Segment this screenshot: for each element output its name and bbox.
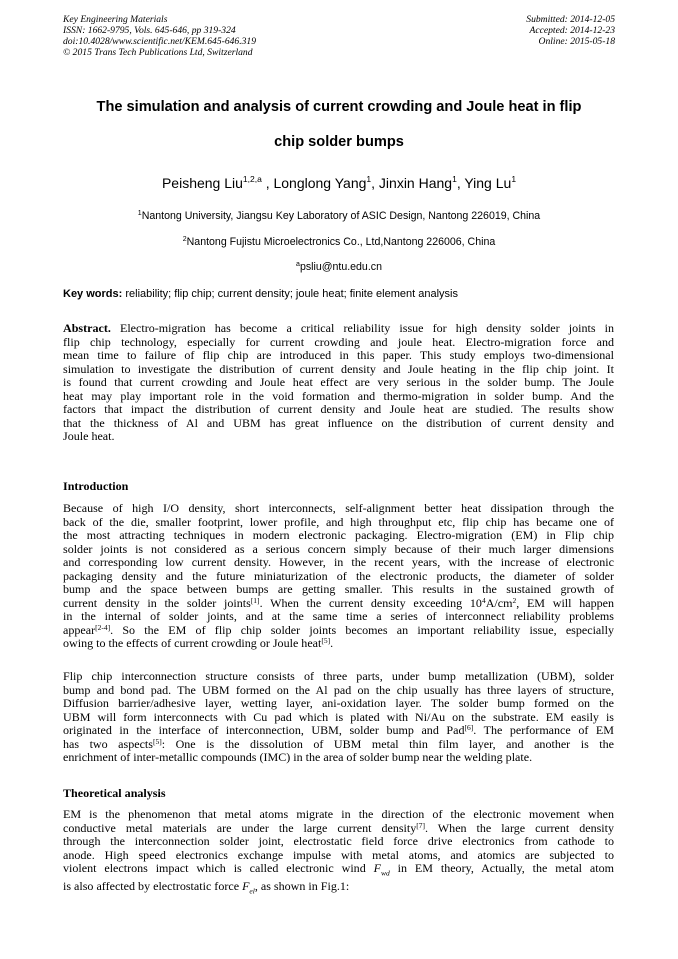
paragraph-line: back of the die, smaller footprint, lower profile, and high throughput etc, flip chip has became one of	[63, 514, 614, 529]
paragraph-line: and corresponding low current density. However, in the recent years, with the increase of electronic	[63, 555, 614, 570]
date-accepted: Accepted: 2014-12-23	[529, 25, 615, 36]
author-affiliation-mark: 1	[511, 174, 517, 184]
journal-info	[63, 14, 256, 58]
keywords-label: Key words:	[63, 288, 123, 300]
abstract-line: that the thickness of Al and UBM has great influence on the distribution of current density and	[63, 415, 614, 430]
journal-doi: doi:10.4028/www.scientific.net/KEM.645-646.319	[63, 36, 257, 47]
paragraph-line	[63, 862, 614, 880]
paragraph-line	[63, 597, 614, 611]
text-run: . The performance of EM	[473, 723, 614, 738]
introduction-heading: Introduction	[63, 479, 129, 493]
author-list: Peisheng Liu$^{1,2,a}$ , Longlong Yang$^1$, Jinxin Hang$^1$, Ying Lu$^1$	[161, 174, 517, 191]
text-run: conductive metal materials are under the large current density	[63, 820, 417, 835]
paragraph-line: solder joints is not considered as a serious concern simply because of their much larger dimensions	[63, 541, 614, 556]
abstract	[63, 322, 614, 444]
journal-copyright: © 2015 Trans Tech Publications Ltd, Switzerland	[63, 47, 253, 58]
paragraph-line	[63, 624, 614, 638]
author-affiliation-mark: 1	[366, 174, 372, 184]
author-affiliation-mark: 1	[452, 174, 457, 184]
journal-name: Key Engineering Materials	[63, 14, 168, 25]
paragraph-line	[63, 738, 614, 752]
citation: [5]	[152, 736, 162, 746]
affiliation-mark: 2	[182, 236, 187, 243]
abstract-line: flip chip technology, especially for current crowding and joule heat. Electro-migration force and	[63, 334, 614, 349]
text-run: , as shown in Fig.1:	[254, 879, 350, 894]
paragraph-line	[63, 880, 614, 898]
abstract-line: simulation to investigate the distribution of current density and Joule heating in the flip chip joint. It	[63, 361, 614, 376]
email-mark: a	[296, 261, 300, 268]
affiliation-text: Nantong University, Jiangsu Key Laboratory of ASIC Design, Nantong 226019, China	[141, 210, 541, 222]
exponent: 4	[481, 595, 486, 605]
author-name: Jinxin Hang	[378, 175, 453, 191]
paragraph-line: in the internal of solder joints, and at the same time a series of interconnect reliability problems	[63, 609, 614, 624]
paragraph-line: UBM will form interconnects with Cu pad which is plated with Ni/Au on the substrate. EM easily is	[63, 709, 614, 724]
paragraph-line	[63, 637, 614, 651]
publication-dates	[526, 14, 615, 47]
symbol-electron-wind-force: F	[373, 861, 381, 876]
abstract-line: factors that impact the distribution of current density and Joule heat are studied. The results show	[63, 402, 614, 417]
paragraph-line	[63, 822, 614, 836]
keywords-text: reliability; flip chip; current density; joule heat; finite element analysis	[125, 288, 458, 300]
citation: [1]	[250, 595, 260, 605]
paragraph-line: bump and the space between bumps are getting smaller. This results in the sustained growth of	[63, 582, 614, 597]
citation: [5]	[321, 636, 331, 646]
text-run: , EM will happen	[516, 595, 614, 610]
paragraph-line: bump and bond pad. The UBM formed on the Al pad on the chip usually has three layers of structure,	[63, 682, 614, 697]
citation: [6]	[464, 723, 474, 733]
introduction-paragraph-2	[63, 670, 614, 765]
abstract-line: heat may play important role in the void formation and thermo-migration in solder bump. And the	[63, 388, 614, 403]
text-run: . When the large current density	[425, 820, 615, 835]
symbol-subscript: el	[249, 886, 255, 896]
symbol-electrostatic-force: F	[242, 879, 250, 894]
text-run: appear	[63, 622, 96, 637]
paragraph-line	[63, 724, 614, 738]
author-name: Longlong Yang	[273, 175, 367, 191]
text-run: in EM theory, Actually, the metal atom	[389, 861, 614, 876]
date-submitted: Submitted: 2014-12-05	[526, 14, 615, 25]
text-run: : One is the dissolution of UBM metal thin film layer, and another is the	[161, 736, 614, 751]
email-address: psliu@ntu.edu.cn	[299, 261, 382, 273]
text-run: . When the current density exceeding 10	[259, 595, 482, 610]
author-name: Ying Lu	[464, 175, 512, 191]
paragraph-line: packaging density and the future miniaturization of the electronic products, the diameter of solder	[63, 568, 614, 583]
abstract-line: is found that current crowding and Joule heat effect are very serious in the solder bump. The Joule	[63, 375, 614, 390]
author-name: Peisheng Liu	[161, 175, 243, 191]
abstract-label: Abstract.	[63, 321, 111, 335]
paragraph-line: Because of high I/O density, short interconnects, self-alignment better heat dissipation through the	[63, 501, 614, 515]
journal-issn: ISSN: 1662-9795, Vols. 645-646, pp 319-324	[63, 25, 236, 36]
paragraph-line: Diffusion barrier/adhesive layer, wetting layer, ani-oxidation layer. The solder bump formed on the	[63, 696, 614, 711]
citation: [7]	[416, 820, 426, 830]
text-run: violent electrons impact which is called electronic wind	[63, 861, 374, 876]
abstract-text: Electro-migration has become a critical reliability issue for high density solder joints in	[119, 321, 615, 335]
affiliation-2	[0, 235, 678, 249]
text-run: owing to the effects of current crowding or Joule heat	[63, 636, 322, 651]
affiliation-1	[0, 209, 678, 223]
keywords	[63, 287, 615, 301]
exponent: 2	[512, 595, 517, 605]
affiliation-mark: 1	[137, 210, 142, 217]
paragraph-line: the most attracting techniques in modern electronic packaging. Electro-migration (EM) in Flip chip	[63, 528, 614, 543]
paragraph-line: EM is the phenomenon that metal atoms migrate in the direction of the electronic movement when	[63, 807, 614, 821]
author-affiliation-mark: 1,2,a	[242, 174, 262, 184]
introduction-paragraph-1	[63, 502, 614, 651]
text-run: .	[330, 636, 334, 651]
author-email	[0, 260, 678, 274]
paragraph-line: Flip chip interconnection structure consists of three parts, under bump metallization (UBM), solder	[63, 669, 614, 683]
symbol-subscript: wd	[380, 868, 390, 878]
text-run: current density in the solder joints	[63, 595, 251, 610]
citation: [2-4]	[95, 622, 111, 632]
abstract-line: mean time to failure of flip chip are introduced in this paper. This study employs two-dimensional	[63, 348, 614, 363]
abstract-line: Joule heat.	[63, 429, 115, 444]
date-online: Online: 2015-05-18	[538, 36, 615, 47]
abstract-line	[63, 322, 614, 336]
paragraph-line: through the interconnection solder joint, electrostatic field force drive electronics from cathode to	[63, 834, 614, 849]
paper-title	[40, 90, 638, 160]
title-line-1: The simulation and analysis of current crowding and Joule heat in flip	[96, 99, 582, 115]
theoretical-paragraph-1	[63, 808, 614, 898]
paragraph-line: anode. High speed electronics exchange impulse with metal atoms, and atomics are subjected to	[63, 847, 614, 862]
text-run: A/cm	[485, 595, 513, 610]
affiliation-text: Nantong Fujistu Microelectronics Co., Ltd,Nantong 226006, China	[186, 236, 496, 248]
text-run: originated in the interface of interconnection, UBM, solder bump and Pad	[63, 723, 465, 738]
text-run: . So the EM of flip chip solder joints becomes an important reliability issue, especially	[110, 622, 614, 637]
text-run: has two aspects	[63, 736, 153, 751]
text-run: is also affected by electrostatic force	[63, 879, 243, 894]
paragraph-line: enrichment of inter-metallic compounds (IMC) in the area of solder bump near the welding plate.	[63, 750, 533, 765]
theoretical-analysis-heading: Theoretical analysis	[63, 786, 166, 800]
title-line-2: chip solder bumps	[274, 134, 404, 150]
